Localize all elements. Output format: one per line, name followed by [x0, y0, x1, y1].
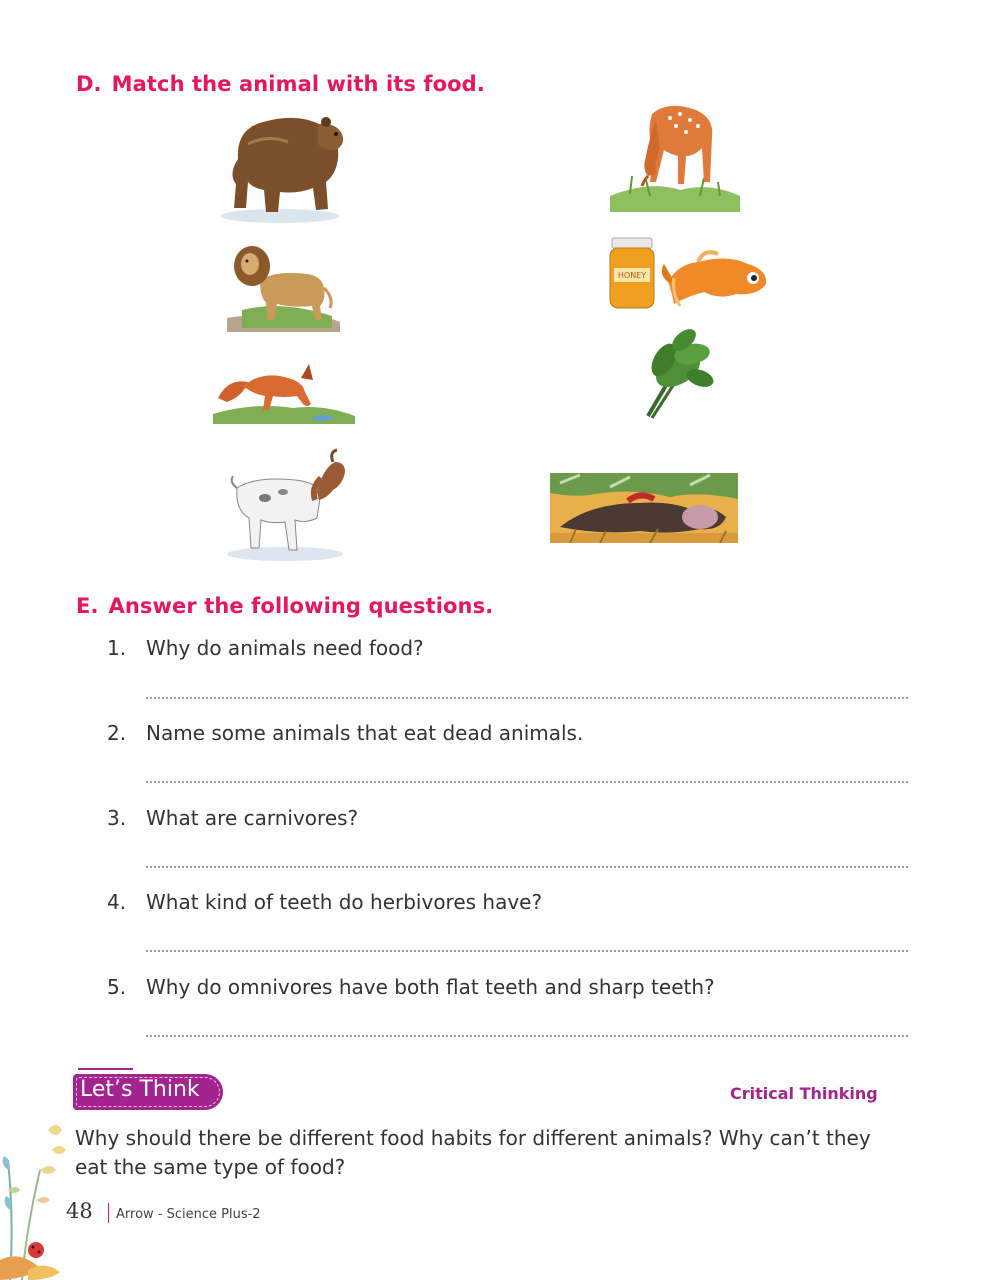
question-4-number: 4.	[107, 890, 127, 914]
goat-image	[225, 448, 349, 564]
answer-line-2[interactable]	[146, 781, 908, 783]
question-2-text: Name some animals that eat dead animals.	[146, 721, 584, 745]
question-1-number: 1.	[107, 636, 127, 660]
bear-image	[218, 104, 348, 226]
section-d-title: Match the animal with its food.	[111, 72, 485, 96]
section-e-title: Answer the following questions.	[108, 594, 494, 618]
answer-line-3[interactable]	[146, 866, 908, 868]
dead-animal-image	[550, 473, 738, 543]
answer-line-1[interactable]	[146, 697, 908, 699]
section-e-heading	[76, 594, 493, 618]
honey-and-fish-image	[608, 234, 774, 312]
deer-image	[610, 96, 740, 214]
book-title: Arrow - Science Plus-2	[116, 1207, 261, 1222]
fox-image	[213, 358, 355, 426]
section-d-heading	[76, 72, 485, 96]
lets-think-question: Why should there be different food habits for different animals? Why can’t they eat the same type of food?	[75, 1126, 871, 1179]
section-e-letter: E.	[76, 594, 99, 618]
question-1-text: Why do animals need food?	[146, 636, 424, 660]
answer-line-4[interactable]	[146, 950, 908, 952]
question-2-number: 2.	[107, 721, 127, 745]
question-3-number: 3.	[107, 806, 127, 830]
section-d-letter: D.	[76, 72, 102, 96]
leafy-greens-image	[628, 326, 718, 424]
question-3-text: What are carnivores?	[146, 806, 359, 830]
lets-think-label: Let’s Think	[80, 1077, 200, 1102]
answer-line-5[interactable]	[146, 1035, 908, 1037]
lets-think-accent-line	[78, 1068, 133, 1070]
critical-thinking-tag: Critical Thinking	[730, 1084, 878, 1103]
question-5-number: 5.	[107, 975, 127, 999]
page-number: 48	[66, 1199, 93, 1223]
question-4-text: What kind of teeth do herbivores have?	[146, 890, 543, 914]
flower-decoration-icon	[0, 1100, 70, 1280]
footer-divider	[108, 1203, 109, 1223]
lion-image	[222, 240, 344, 334]
honey-jar-label: HONEY	[617, 271, 647, 280]
question-5-text: Why do omnivores have both flat teeth and sharp teeth?	[146, 975, 715, 999]
